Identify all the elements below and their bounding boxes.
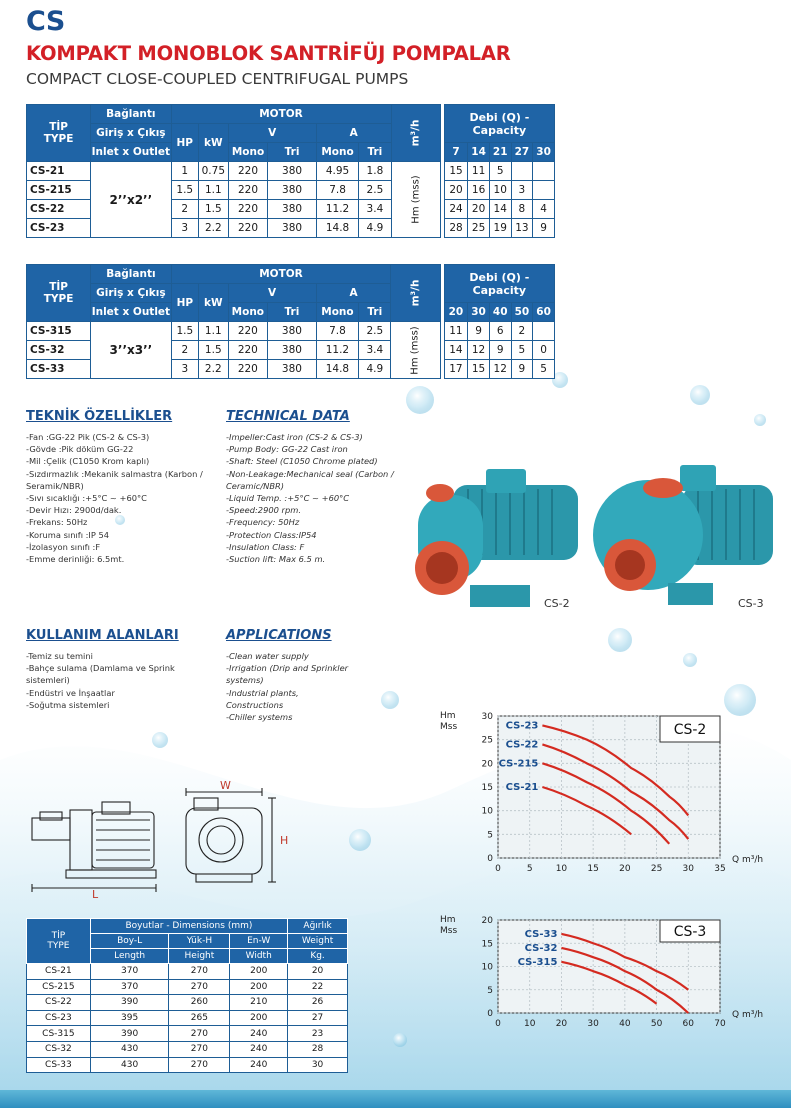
spec-table-cs3 xyxy=(26,264,555,379)
width-label: W xyxy=(220,780,231,792)
side-view-drawing xyxy=(32,802,156,892)
dimension-drawing xyxy=(26,780,301,900)
x-tick-label: 5 xyxy=(526,864,533,874)
flow-unit-header: m³/h xyxy=(391,105,440,162)
x-axis-label: Q m³/h xyxy=(732,855,764,865)
y-axis-label: Hm xyxy=(440,711,456,721)
connection-size: 3’’x3’’ xyxy=(91,322,171,379)
ampere-header: A xyxy=(316,124,391,143)
x-tick-label: 35 xyxy=(714,864,726,874)
inlet-outlet-en-header: Inlet x Outlet xyxy=(91,303,171,322)
technical-item: - Protection Class:IP54 xyxy=(226,529,406,541)
head-unit-label: Hm (mss) xyxy=(391,322,440,379)
table-row: CS-315 390 270 240 23 xyxy=(27,1026,348,1042)
y-tick-label: 0 xyxy=(487,854,493,864)
series-label: CS-315 xyxy=(517,956,558,968)
y-tick-label: 15 xyxy=(481,783,493,793)
length-header-tr: Boy-L xyxy=(90,934,169,949)
series-label: CS-32 xyxy=(524,942,558,954)
footer-bar xyxy=(0,1090,791,1108)
voltage-header: V xyxy=(228,284,316,303)
series-label: CS-22 xyxy=(505,739,539,751)
table-row: CS-32 430 270 240 28 xyxy=(27,1041,348,1057)
application-item: - Irrigation (Drip and Sprinkler systems) xyxy=(226,662,356,686)
hp-header: HP xyxy=(171,284,198,322)
capacity-header: Debi (Q) - Capacity xyxy=(444,105,554,143)
capacity-header: Debi (Q) - Capacity xyxy=(444,265,554,303)
pump-illustrations xyxy=(398,455,791,625)
series-label: CS-23 xyxy=(505,720,539,732)
series-label: CS-215 xyxy=(498,758,539,770)
y-tick-label: 25 xyxy=(481,735,493,746)
x-tick-label: 40 xyxy=(619,1019,631,1028)
technical-item: - Devir Hızı: 2900d/dak. xyxy=(26,504,224,516)
capacity-value: 20 xyxy=(444,303,468,322)
y-tick-label: 5 xyxy=(487,830,493,841)
applications-heading-english: APPLICATIONS xyxy=(226,628,332,643)
motor-header: MOTOR xyxy=(171,265,391,284)
width-header-tr: En-W xyxy=(230,934,288,949)
technical-heading-turkish: TEKNİK ÖZELLİKLER xyxy=(26,409,173,424)
performance-chart-cs3 xyxy=(440,908,770,1028)
x-tick-label: 20 xyxy=(619,864,631,874)
x-tick-label: 0 xyxy=(495,1019,501,1028)
pump-cs3-image xyxy=(593,465,773,605)
applications-list-turkish xyxy=(26,650,216,711)
chart-title: CS-3 xyxy=(673,924,707,940)
motor-header: MOTOR xyxy=(171,105,391,124)
length-label: L xyxy=(92,888,99,900)
table-row: CS-21 2’’x2’’ 1 0.75 220 380 4.95 1.8 Hm (mss) 15 11 5 xyxy=(27,162,555,181)
technical-item: - Non-Leakage:Mechanical seal (Carbon / Ceramic/NBR) xyxy=(226,468,406,492)
capacity-value: 21 xyxy=(489,143,511,162)
technical-item: - Impeller:Cast iron (CS-2 & CS-3) xyxy=(226,431,406,443)
inlet-outlet-tr-header: Giriş x Çıkış xyxy=(91,124,171,143)
technical-item: - Suction lift: Max 6.5 m. xyxy=(226,553,406,565)
table-row: CS-215 1.5 1.1 220 380 7.8 2.5 20 16 10 3 xyxy=(27,181,555,200)
y-tick-label: 15 xyxy=(481,939,493,950)
table-row: CS-215 370 270 200 22 xyxy=(27,979,348,995)
y-tick-label: 0 xyxy=(487,1009,493,1019)
head-unit-label: Hm (mss) xyxy=(391,162,440,238)
voltage-header: V xyxy=(228,124,316,143)
connection-size: 2’’x2’’ xyxy=(91,162,171,238)
x-tick-label: 20 xyxy=(555,1019,568,1028)
technical-list-english xyxy=(226,431,406,565)
x-tick-label: 15 xyxy=(587,864,599,874)
voltage-tri-header: Tri xyxy=(268,143,316,162)
weight-unit-header: Kg. xyxy=(288,949,348,964)
x-tick-label: 30 xyxy=(587,1019,599,1028)
height-header-tr: Yük-H xyxy=(169,934,230,949)
x-axis-label: Q m³/h xyxy=(732,1010,764,1020)
table-row: CS-33 3 2.2 220 380 14.8 4.9 17 15 12 9 5 xyxy=(27,360,555,379)
technical-item: - Mil :Çelik (C1050 Krom kaplı) xyxy=(26,455,224,467)
model-code: CS xyxy=(26,6,65,37)
ampere-tri-header: Tri xyxy=(359,303,391,322)
dimension-table-container xyxy=(26,918,348,1073)
technical-item: - Sıvı sıcaklığı :+5°C ~ +60°C xyxy=(26,492,224,504)
applications-list-english xyxy=(226,650,356,723)
applications-heading-turkish: KULLANIM ALANLARI xyxy=(26,628,179,643)
technical-item: - Fan :GG-22 Pik (CS-2 & CS-3) xyxy=(26,431,224,443)
y-axis-label: Mss xyxy=(440,722,458,732)
y-tick-label: 10 xyxy=(481,806,493,817)
flow-unit-header: m³/h xyxy=(391,265,440,322)
dimensions-header: Boyutlar - Dimensions (mm) xyxy=(90,919,287,934)
ampere-tri-header: Tri xyxy=(359,143,391,162)
technical-item: - Shaft: Steel (C1050 Chrome plated) xyxy=(226,455,406,467)
capacity-value: 7 xyxy=(444,143,468,162)
technical-item: - İzolasyon sınıfı :F xyxy=(26,541,224,553)
x-tick-label: 25 xyxy=(650,864,663,874)
x-tick-label: 10 xyxy=(523,1019,536,1028)
spec-table-cs2 xyxy=(26,104,555,238)
x-tick-label: 30 xyxy=(682,864,695,874)
performance-chart-cs2 xyxy=(440,700,770,890)
technical-item: - Speed:2900 rpm. xyxy=(226,504,406,516)
table-row: CS-21 370 270 200 20 xyxy=(27,964,348,980)
dim-type-header: TİP TYPE xyxy=(27,919,91,964)
ampere-mono-header: Mono xyxy=(316,303,359,322)
y-tick-label: 20 xyxy=(481,916,493,926)
type-header: TİP TYPE xyxy=(27,265,91,322)
application-item: - Bahçe sulama (Damlama ve Sprink sistemleri) xyxy=(26,662,216,686)
table-row: CS-32 2 1.5 220 380 11.2 3.4 14 12 9 5 0 xyxy=(27,341,555,360)
weight-header-tr: Ağırlık xyxy=(288,919,348,934)
application-item: - Soğutma sistemleri xyxy=(26,699,216,711)
x-tick-label: 70 xyxy=(714,1019,726,1028)
technical-item: - Emme derinliği: 6.5mt. xyxy=(26,553,224,565)
technical-list-turkish xyxy=(26,431,224,565)
table-row: CS-22 2 1.5 220 380 11.2 3.4 24 20 14 8 4 xyxy=(27,200,555,219)
x-tick-label: 0 xyxy=(495,864,501,874)
voltage-mono-header: Mono xyxy=(228,303,268,322)
y-tick-label: 10 xyxy=(481,962,493,973)
technical-item: - Gövde :Pik döküm GG-22 xyxy=(26,443,224,455)
connection-header: Bağlantı xyxy=(91,105,171,124)
y-axis-label: Hm xyxy=(440,915,456,925)
series-label: CS-21 xyxy=(505,782,539,793)
pump-label-cs2: CS-2 xyxy=(544,597,570,610)
capacity-value: 30 xyxy=(533,143,555,162)
application-item: - Chiller systems xyxy=(226,711,356,723)
x-tick-label: 60 xyxy=(682,1019,695,1028)
x-tick-label: 50 xyxy=(650,1019,663,1028)
capacity-value: 40 xyxy=(489,303,511,322)
width-header-en: Width xyxy=(230,949,288,964)
capacity-value: 50 xyxy=(511,303,533,322)
ampere-header: A xyxy=(316,284,391,303)
y-tick-label: 30 xyxy=(481,712,493,722)
technical-item: - Sızdırmazlık :Mekanik salmastra (Karbon / Seramik/NBR) xyxy=(26,468,224,492)
x-tick-label: 10 xyxy=(555,864,568,874)
series-label: CS-33 xyxy=(524,928,558,940)
spec-table xyxy=(26,264,555,379)
voltage-mono-header: Mono xyxy=(228,143,268,162)
table-row: CS-315 3’’x3’’ 1.5 1.1 220 380 7.8 2.5 Hm (mss) 11 9 6 2 xyxy=(27,322,555,341)
height-header-en: Height xyxy=(169,949,230,964)
capacity-value: 30 xyxy=(468,303,490,322)
pump-cs2-image xyxy=(415,469,578,607)
technical-heading-english: TECHNICAL DATA xyxy=(226,409,350,424)
table-row: CS-23 3 2.2 220 380 14.8 4.9 28 25 19 13 9 xyxy=(27,219,555,238)
weight-header-en: Weight xyxy=(288,934,348,949)
y-tick-label: 20 xyxy=(481,759,493,770)
technical-item: - Liquid Temp. :+5°C ~ +60°C xyxy=(226,492,406,504)
inlet-outlet-en-header: Inlet x Outlet xyxy=(91,143,171,162)
capacity-value: 60 xyxy=(533,303,555,322)
pump-label-cs3: CS-3 xyxy=(738,597,764,610)
table-row: CS-23 395 265 200 27 xyxy=(27,1010,348,1026)
capacity-value: 27 xyxy=(511,143,533,162)
technical-item: - Koruma sınıfı :IP 54 xyxy=(26,529,224,541)
table-row: CS-22 390 260 210 26 xyxy=(27,995,348,1011)
technical-item: - Frekans: 50Hz xyxy=(26,516,224,528)
application-item: - Clean water supply xyxy=(226,650,356,662)
technical-item: - Pump Body: GG-22 Cast iron xyxy=(226,443,406,455)
chart-title: CS-2 xyxy=(673,722,707,738)
dimension-table xyxy=(26,918,348,1073)
application-item: - Temiz su temini xyxy=(26,650,216,662)
page-title-english: COMPACT CLOSE-COUPLED CENTRIFUGAL PUMPS xyxy=(26,70,409,88)
voltage-tri-header: Tri xyxy=(268,303,317,322)
length-header-en: Length xyxy=(90,949,169,964)
height-label: H xyxy=(280,834,289,847)
kw-header: kW xyxy=(199,284,228,322)
spec-table xyxy=(26,104,555,238)
y-axis-label: Mss xyxy=(440,926,458,936)
page-title-turkish: KOMPAKT MONOBLOK SANTRİFÜJ POMPALAR xyxy=(26,42,511,65)
connection-header: Bağlantı xyxy=(91,265,171,284)
table-row: CS-33 430 270 240 30 xyxy=(27,1057,348,1073)
application-item: - Industrial plants, Constructions xyxy=(226,687,356,711)
technical-item: - Insulation Class: F xyxy=(226,541,406,553)
hp-header: HP xyxy=(171,124,198,162)
technical-item: - Frequency: 50Hz xyxy=(226,516,406,528)
front-view-drawing xyxy=(186,788,276,882)
application-item: - Endüstri ve İnşaatlar xyxy=(26,687,216,699)
y-tick-label: 5 xyxy=(487,985,493,996)
ampere-mono-header: Mono xyxy=(316,143,359,162)
capacity-value: 14 xyxy=(468,143,490,162)
kw-header: kW xyxy=(198,124,228,162)
type-header: TİP TYPE xyxy=(27,105,91,162)
inlet-outlet-tr-header: Giriş x Çıkış xyxy=(91,284,171,303)
